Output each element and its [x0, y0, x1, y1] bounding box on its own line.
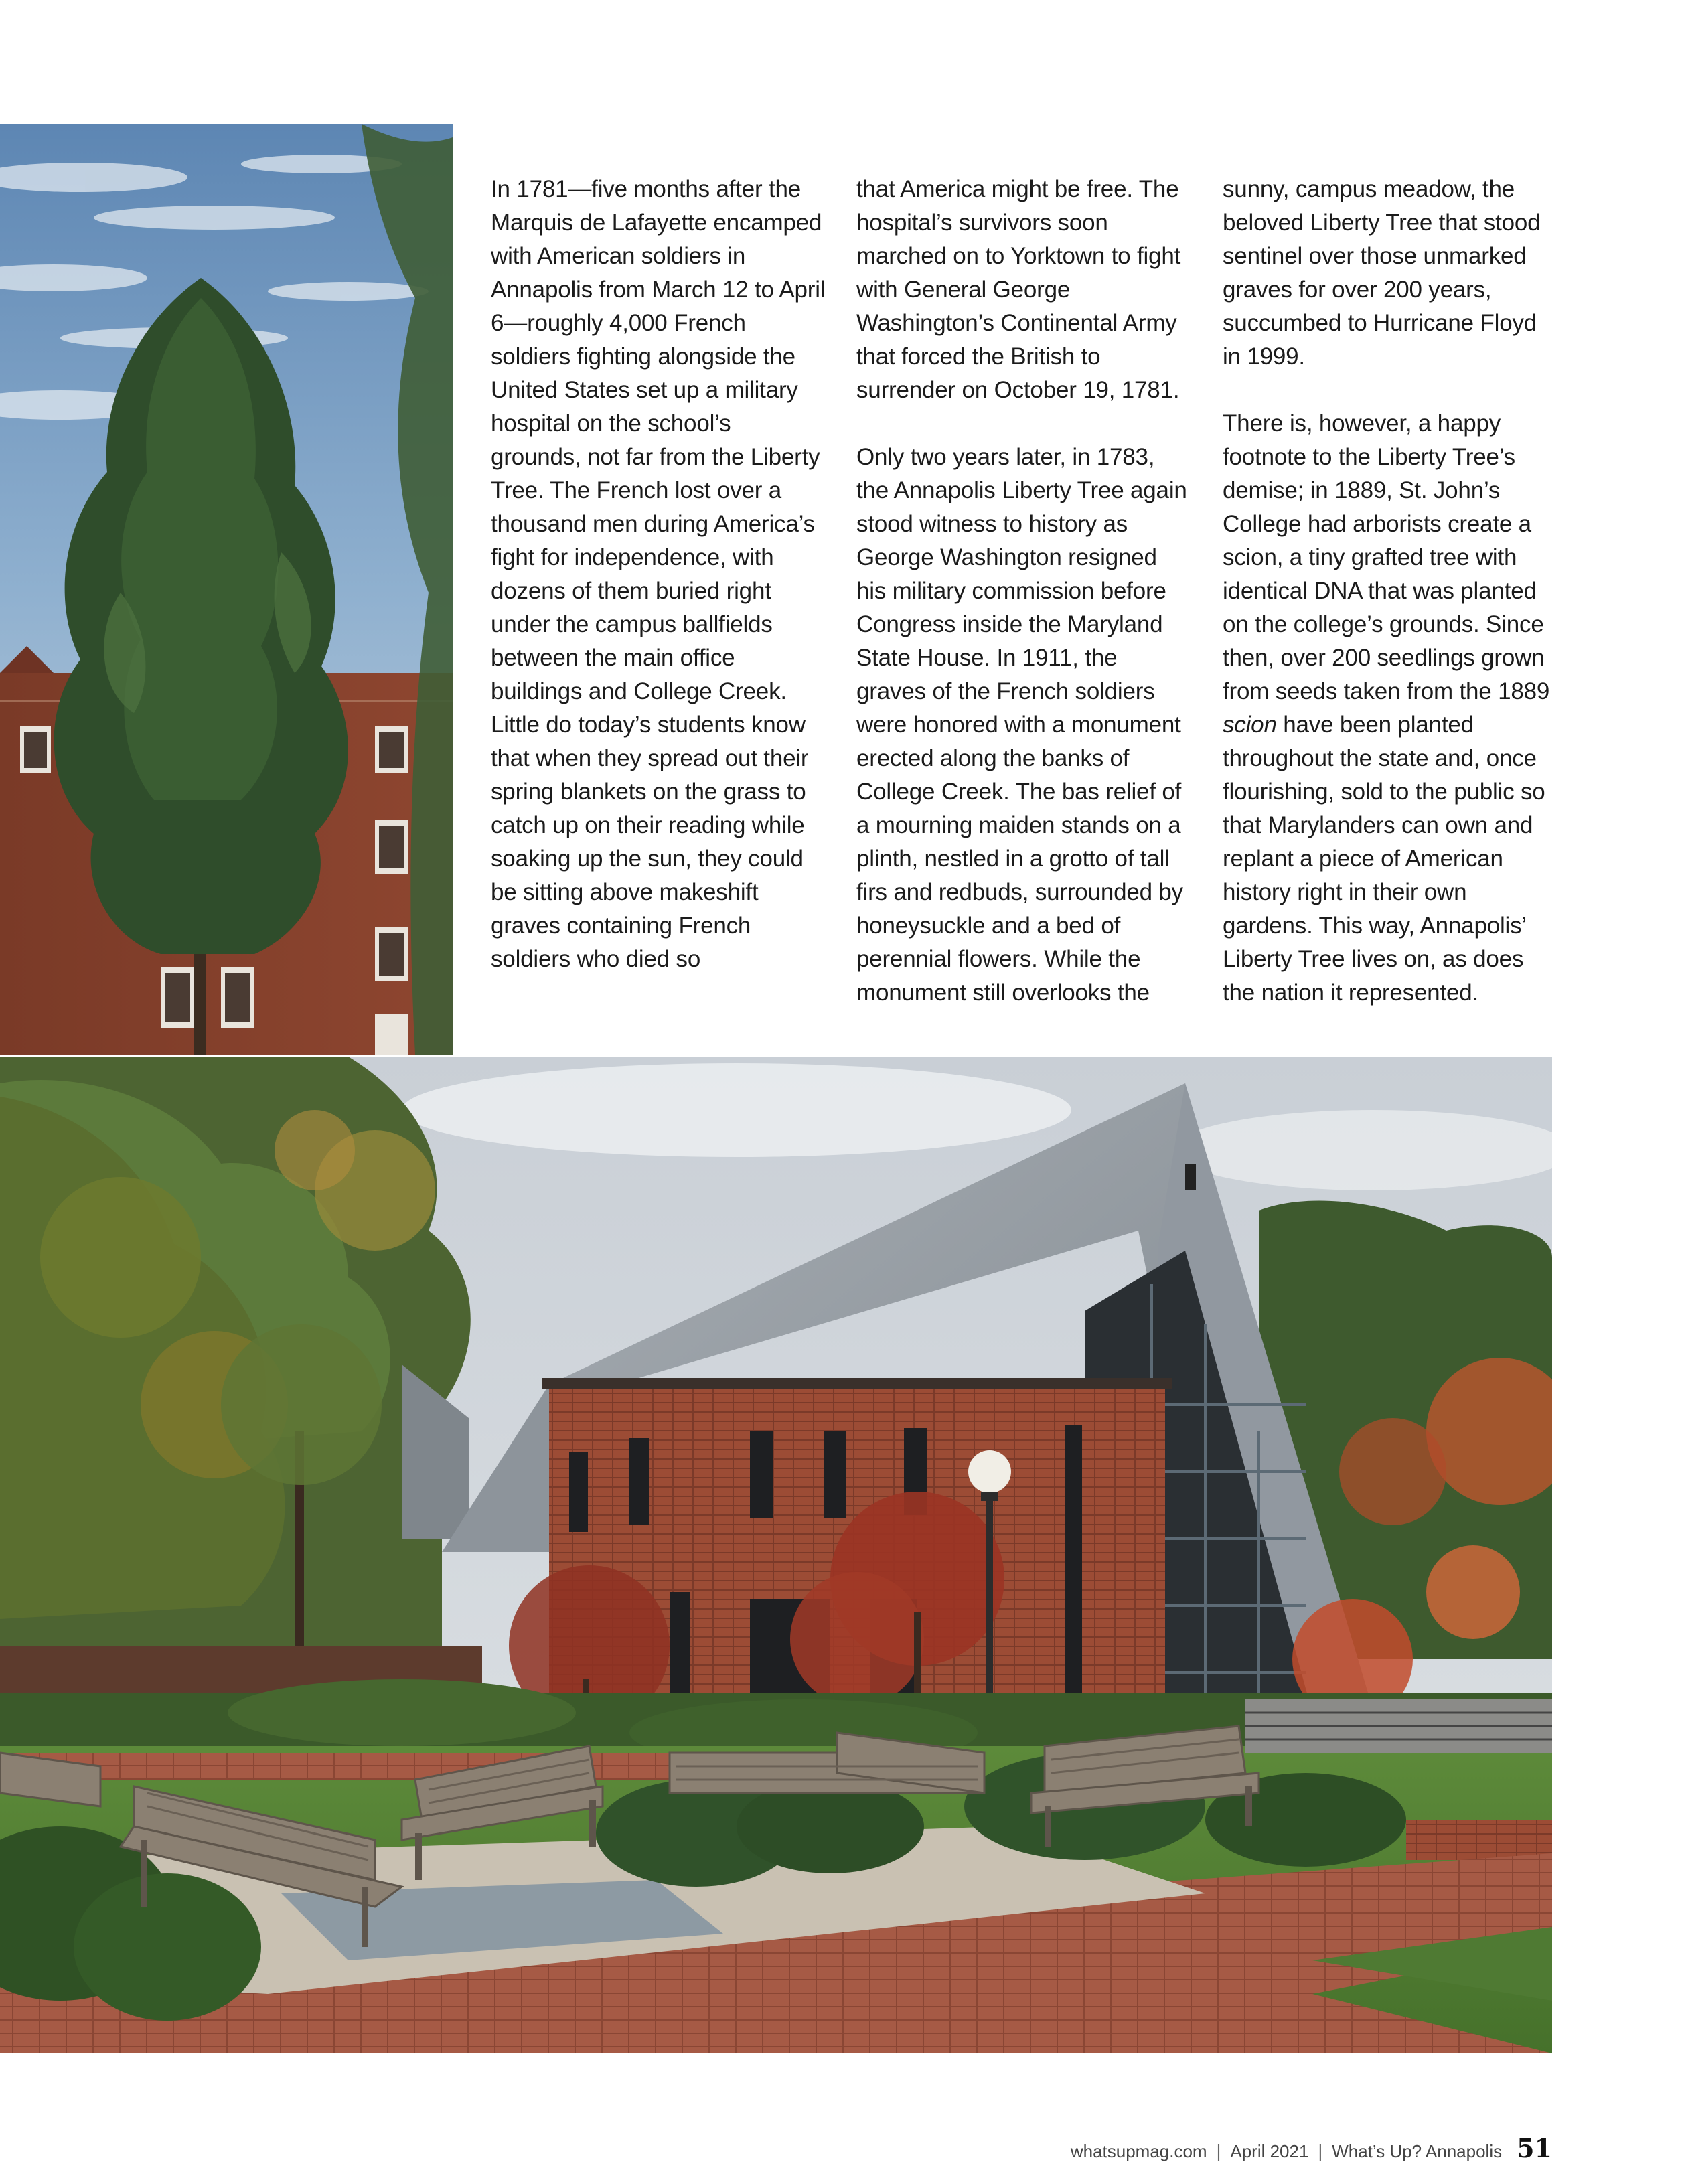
footer-separator: | — [1216, 2141, 1221, 2161]
footer-separator: | — [1318, 2141, 1323, 2161]
article-paragraph — [1223, 407, 1557, 1010]
footer-issue-date: April 2021 — [1230, 2141, 1309, 2161]
italic-term: scion — [1223, 712, 1277, 738]
footer-magazine-name: What’s Up? Annapolis — [1332, 2141, 1503, 2161]
article-paragraph: that America might be free. The hospital’s survivors soon marched on to Yorktown to fight with General George Washington’s Continental Army that forced the British to surrender on October 19, 1781. — [856, 176, 1181, 403]
photo-brick-hall-courtyard — [0, 1057, 1552, 2053]
photo-tree-and-brick-building — [0, 124, 453, 1055]
article-column-3 — [1223, 173, 1557, 1010]
article-paragraph: sunny, campus meadow, the beloved Liberty Tree that stood sentinel over those unmarked graves for over 200 years, succumbed to Hurricane Floyd in 1999. — [1223, 176, 1541, 370]
article-column-1 — [491, 173, 826, 976]
page-number: 51 — [1517, 2133, 1552, 2163]
footer-site: whatsupmag.com — [1070, 2141, 1207, 2161]
page-footer — [1071, 2133, 1552, 2167]
text-run: have been planted throughout the state and, once flourishing, sold to the public so that Marylanders can own and replant a piece of American history right in their own gardens. This way, Annapolis’ Liberty Tree lives on, as does the nation it represented. — [1223, 712, 1545, 1006]
text-run: There is, however, a happy footnote to the Liberty Tree’s demise; in 1889, St. John’s College had arborists create a scion, a tiny grafted tree with identical DNA that was planted on the college’s grounds. Since then, over 200 seedlings grown from seeds taken from the 1889 — [1223, 410, 1550, 704]
photo-brick-hall-courtyard-image — [0, 1057, 1552, 2053]
article-paragraph: In 1781—five months after the Marquis de Lafayette encamped with American soldiers in Annapolis from March 12 to April 6—roughly 4,000 French soldiers fighting alongside the United States set up a military hospital on the school’s grounds, not far from the Liberty Tree. The French lost over a thousand men during America’s fight for independence, with dozens of them buried right under the campus ballfields between the main office buildings and College Creek. Little do today’s students know that when they spread out their spring blankets on the grass to catch up on their reading while soaking up the sun, they could be sitting above makeshift graves containing French soldiers who died so — [491, 176, 826, 972]
photo-tree-and-brick-building-image — [0, 124, 453, 1055]
article-paragraph: Only two years later, in 1783, the Annapolis Liberty Tree again stood witness to history as George Washington resigned his military commission before Congress inside the Maryland State House. In 1911, the graves of the French soldiers were honored with a monument erected along the banks of College Creek. The bas relief of a mourning maiden stands on a plinth, nestled in a grotto of tall firs and redbuds, surrounded by honeysuckle and a bed of perennial flowers. While the monument still overlooks the — [856, 444, 1187, 1006]
article-column-2 — [856, 173, 1191, 1010]
